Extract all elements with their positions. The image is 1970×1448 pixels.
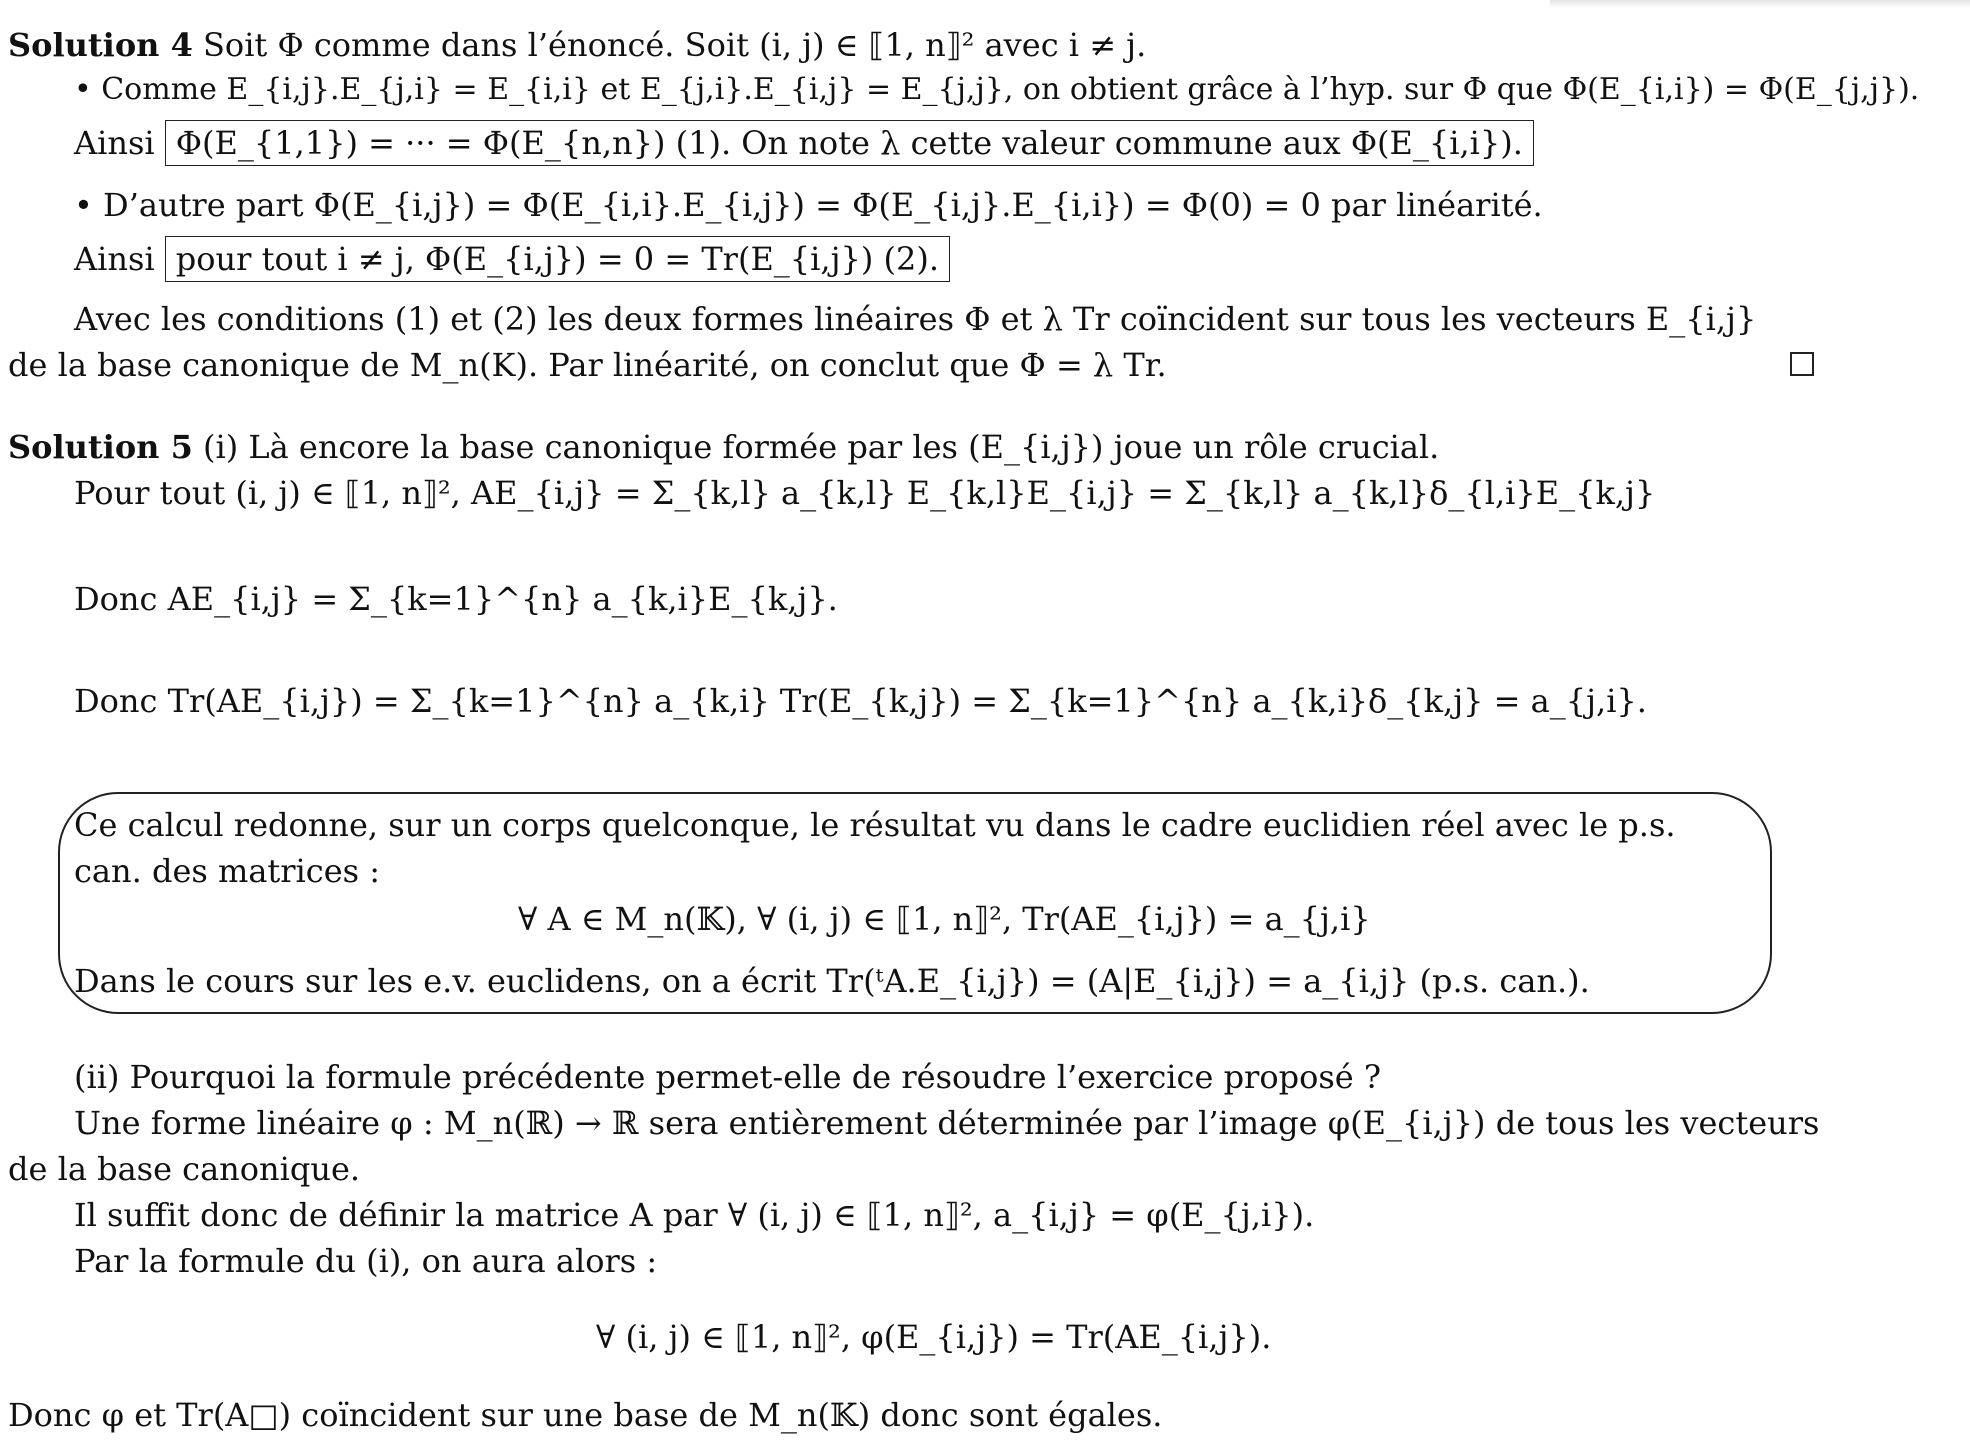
remark-formula: ∀ A ∈ M_n(𝕂), ∀ (i, j) ∈ ⟦1, n⟧², Tr(AE_{i,j}) = a_{j,i} [518,900,1371,938]
solution-5-intro: (i) Là encore la base canonique formée par les (E_{i,j}) joue un rôle crucial. [203,428,1440,466]
solution-5-line-4: Donc Tr(AE_{i,j}) = Σ_{k=1}^{n} a_{k,i} Tr(E_{k,j}) = Σ_{k=1}^{n} a_{k,i}δ_{k,j} = a_{j,i}. [74,682,1647,720]
remark-line-4: Dans le cours sur les e.v. euclidens, on a écrit Tr(ᵗA.E_{i,j}) = (A|E_{i,j}) = a_{i,j} (p.s. can.). [74,962,1590,1000]
solution-4-intro: Soit Φ comme dans l’énoncé. Soit (i, j) ∈ ⟦1, n⟧² avec i ≠ j. [203,26,1147,64]
remark-line-1: Ce calcul redonne, sur un corps quelconque, le résultat vu dans le cadre euclidien réel avec le p.s. [74,806,1676,844]
solution-5-line-9: Par la formule du (i), on aura alors : [74,1242,658,1280]
page-corner-shadow [1550,0,1970,8]
solution-4-ainsi-1: Ainsi [74,124,155,162]
remark-line-2: can. des matrices : [74,852,381,890]
solution-5-line-6: Une forme linéaire φ : M_n(ℝ) → ℝ sera entièrement déterminée par l’image φ(E_{i,j}) de tous les vecteurs [74,1104,1820,1142]
solution-4-line-5 [74,240,950,278]
boxed-result-1: Φ(E_{1,1}) = ··· = Φ(E_{n,n}) (1). On note λ cette valeur commune aux Φ(E_{i,i}). [165,120,1534,166]
boxed-result-2: pour tout i ≠ j, Φ(E_{i,j}) = 0 = Tr(E_{i,j}) (2). [165,236,950,282]
solution-4-title: Solution 4 [8,26,193,64]
solution-5-line-3: Donc AE_{i,j} = Σ_{k=1}^{n} a_{k,i}E_{k,j}. [74,580,838,618]
solution-5-line-8: Il suffit donc de définir la matrice A par ∀ (i, j) ∈ ⟦1, n⟧², a_{i,j} = φ(E_{j,i}). [74,1196,1315,1234]
solution-5-title: Solution 5 [8,428,193,466]
solution-5-line-2: Pour tout (i, j) ∈ ⟦1, n⟧², AE_{i,j} = Σ_{k,l} a_{k,l} E_{k,l}E_{i,j} = Σ_{k,l} a_{k,l}δ_{l,i}E_{k,j} [74,474,1656,512]
solution-4-line-6: Avec les conditions (1) et (2) les deux formes linéaires Φ et λ Tr coïncident sur tous les vecteurs E_{i,j} [74,300,1757,338]
solution-5-line-7: de la base canonique. [8,1150,361,1188]
solution-4-line-7: de la base canonique de M_n(K). Par linéarité, on conclut que Φ = λ Tr. [8,346,1167,384]
solution-4-line-3 [74,124,1534,162]
solution-4-line-4: • D’autre part Φ(E_{i,j}) = Φ(E_{i,i}.E_{i,j}) = Φ(E_{i,j}.E_{i,i}) = Φ(0) = 0 par linéarité. [74,186,1543,224]
solution-5-conclusion: Donc φ et Tr(A□) coïncident sur une base de M_n(𝕂) donc sont égales. [8,1396,1163,1434]
solution-4-ainsi-2: Ainsi [74,240,155,278]
solution-4-line-1 [8,26,1146,64]
solution-5-line-5: (ii) Pourquoi la formule précédente permet-elle de résoudre l’exercice proposé ? [74,1058,1382,1096]
solution-5-formula: ∀ (i, j) ∈ ⟦1, n⟧², φ(E_{i,j}) = Tr(AE_{i,j}). [596,1318,1272,1356]
solution-5-line-1 [8,428,1439,466]
solution-4-line-2: • Comme E_{i,j}.E_{j,i} = E_{i,i} et E_{j,i}.E_{i,j} = E_{j,j}, on obtient grâce à l’hyp. sur Φ que Φ(E_{i,i}) = Φ(E_{j,j}). [74,72,1920,107]
qed-square-icon [1790,352,1814,376]
